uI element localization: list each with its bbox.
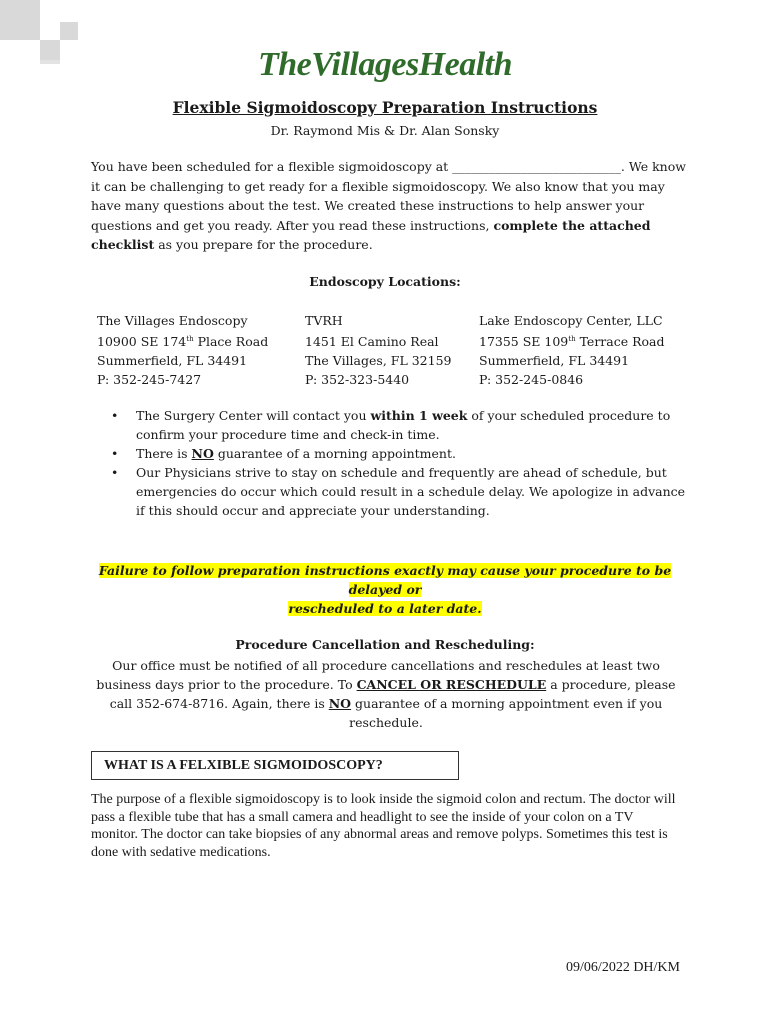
- corner-square: [0, 0, 40, 40]
- location-city: Summerfield, FL 34491: [97, 353, 248, 369]
- warning-line-2: rescheduled to a later date.: [288, 601, 482, 616]
- location-address: 17355 SE 109th Terrace Road: [479, 334, 665, 350]
- cancellation-text: Our office must be notified of all procedure cancellations and reschedules at least two business days prior to the procedure. To CANCEL OR RESCHEDULE a procedure, please call 352-674-8716. Again, there is NO guarantee of a morning appointment even if you reschedule.: [96, 658, 676, 730]
- intro-text-end: as you prepare for the procedure.: [154, 237, 373, 252]
- location-city: Summerfield, FL 34491: [479, 353, 630, 369]
- location-address: 10900 SE 174th Place Road: [97, 334, 269, 350]
- list-item: • Our Physicians strive to stay on schedule and frequently are ahead of schedule, but emergencies do occur which could result in a schedule delay. We apologize in advance if this should occur and appreciate your understanding.: [111, 465, 686, 518]
- location-city: The Villages, FL 32159: [305, 353, 452, 369]
- location-villages-endoscopy: [97, 311, 268, 389]
- location-phone: P: 352-323-5440: [305, 372, 410, 388]
- location-phone: P: 352-245-0846: [479, 372, 584, 388]
- page-title: Flexible Sigmoidoscopy Preparation Instructions: [172, 98, 598, 117]
- location-phone: P: 352-245-7427: [97, 372, 202, 388]
- location-address: 1451 El Camino Real: [305, 334, 439, 350]
- bullet-icon: •: [111, 408, 119, 423]
- document-date-code: 09/06/2022 DH/KM: [566, 960, 680, 975]
- bullet-icon: •: [111, 446, 119, 461]
- location-name: TVRH: [305, 313, 343, 328]
- notice-list: [108, 406, 688, 520]
- cancel-reschedule-emphasis: CANCEL OR RESCHEDULE: [356, 677, 547, 692]
- location-lake-endoscopy: [479, 311, 665, 389]
- warning-line-1: Failure to follow preparation instructions exactly may cause your procedure to be delayed or: [98, 563, 672, 597]
- bullet-icon: •: [111, 465, 119, 480]
- locations-heading: Endoscopy Locations:: [309, 274, 461, 289]
- corner-square: [60, 22, 78, 40]
- cancellation-heading: Procedure Cancellation and Rescheduling:: [235, 637, 535, 652]
- purpose-paragraph: The purpose of a flexible sigmoidoscopy is to look inside the sigmoid colon and rectum. The doctor will pass a flexible tube that has a small camera and headlight to see the inside of your colon on a TV monitor. The doctor can take biopsies of any abnormal areas and remove polyps. Sometimes this test is done with sedative medications.: [91, 792, 676, 860]
- location-name: Lake Endoscopy Center, LLC: [479, 313, 663, 328]
- intro-text: You have been scheduled for a flexible sigmoidoscopy at ___________________________. We know it can be challenging to get ready for a flexible sigmoidoscopy. We also know that you may have many questions about the test. We created these instructions to help answer your questions and get you ready. After you read these instructions,: [91, 159, 686, 233]
- location-name: The Villages Endoscopy: [97, 313, 248, 328]
- preparation-warning: [95, 561, 675, 618]
- list-item: • The Surgery Center will contact you within 1 week of your scheduled procedure to confirm your procedure time and check-in time.: [111, 408, 671, 442]
- location-tvrh: [305, 311, 451, 389]
- intro-bold: complete the attached checklist: [91, 217, 651, 252]
- brand-logo: TheVillagesHealth: [257, 46, 513, 83]
- what-is-heading: WHAT IS A FELXIBLE SIGMOIDOSCOPY?: [91, 751, 459, 780]
- intro-paragraph: [91, 157, 691, 255]
- doctor-names: Dr. Raymond Mis & Dr. Alan Sonsky: [270, 123, 500, 138]
- list-item: • There is NO guarantee of a morning appointment.: [111, 446, 456, 461]
